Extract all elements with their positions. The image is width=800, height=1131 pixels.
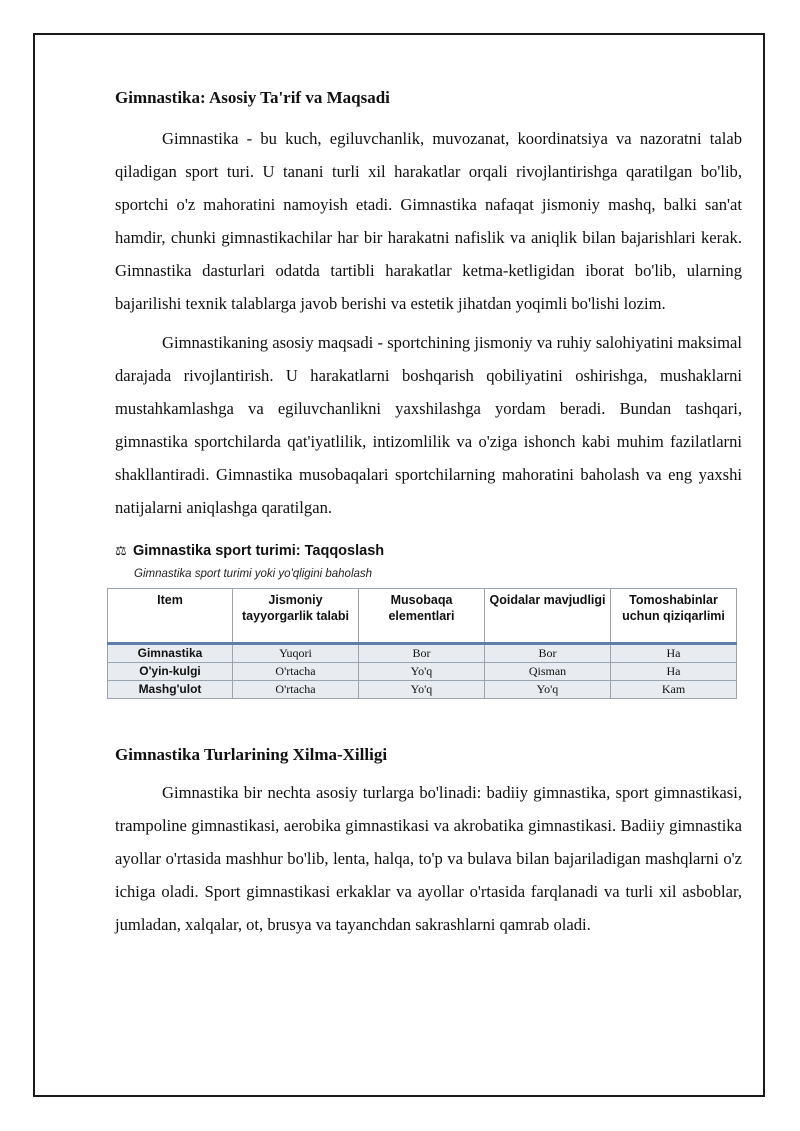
- column-header: Item: [108, 589, 233, 644]
- table-cell: Yuqori: [233, 644, 359, 663]
- table-cell: Qisman: [485, 663, 611, 681]
- table-caption: Gimnastika sport turimi yoki yo'qligini baholash: [134, 568, 373, 580]
- section-title-types: Gimnastika Turlarining Xilma-Xilligi: [115, 745, 388, 764]
- section-title-definition: Gimnastika: Asosiy Ta'rif va Maqsadi: [115, 88, 390, 107]
- row-label: O'yin-kulgi: [108, 663, 233, 681]
- table-cell: Ha: [611, 644, 737, 663]
- table-heading-text: Gimnastika sport turimi: Taqqoslash: [133, 543, 385, 559]
- column-header: Musobaqa elementlari: [359, 589, 485, 644]
- table-row: [108, 681, 737, 699]
- table-cell: Yo'q: [359, 681, 485, 699]
- table-cell: O'rtacha: [233, 681, 359, 699]
- table-header-row: [108, 589, 737, 644]
- paragraph-types: Gimnastika bir nechta asosiy turlarga bo'linadi: badiiy gimnastika, sport gimnastikasi, trampoline gimnastikasi, aerobika gimnastikasi va akrobatika gimnastikasi. Badiiy gimnastika ayollar o'rtasida mashhur bo'lib, lenta, halqa, to'p va bulava bilan bajariladigan mashqlarni o'z ichiga oladi. Sport gimnastikasi erkaklar va ayollar o'rtasida farqlanadi va turli xil asboblar, jumladan, xalqalar, ot, brusya va tayanchdan sakrashlarni qamrab oladi.: [115, 783, 742, 934]
- table-cell: Bor: [485, 644, 611, 663]
- table-heading: [115, 540, 742, 562]
- table-cell: Yo'q: [485, 681, 611, 699]
- table-cell: Yo'q: [359, 663, 485, 681]
- table-row: [108, 663, 737, 681]
- paragraph-purpose: Gimnastikaning asosiy maqsadi - sportchining jismoniy va ruhiy salohiyatini maksimal darajada rivojlantirish. U harakatlarni boshqarish qobiliyatini oshirishga, mushaklarni mustahkamlashga va egiluvchanlikni yaxshilashga yordam beradi. Bundan tashqari, gimnastika sportchilarda qat'iyatlilik, intizomlilik va o'ziga ishonch kabi muhim fazilatlarni shakllantiradi. Gimnastika musobaqalari sportchilarning mahoratini baholash va eng yaxshi natijalarni aniqlashga qaratilgan.: [115, 333, 742, 517]
- column-header: Qoidalar mavjudligi: [485, 589, 611, 644]
- table-cell: Kam: [611, 681, 737, 699]
- row-label: Mashg'ulot: [108, 681, 233, 699]
- table-cell: O'rtacha: [233, 663, 359, 681]
- column-header: Jismoniy tayyorgarlik talabi: [233, 589, 359, 644]
- table-row: [108, 644, 737, 663]
- comparison-table-block: [115, 540, 742, 699]
- document-content: [115, 86, 742, 941]
- scale-balance-icon: ⚖: [115, 543, 127, 558]
- paragraph-definition: Gimnastika - bu kuch, egiluvchanlik, muvozanat, koordinatsiya va nazoratni talab qiladigan sport turi. U tanani turli xil harakatlar orqali rivojlantirishga qaratilgan bo'lib, sportchi o'z mahoratini namoyish etadi. Gimnastika nafaqat jismoniy mashq, balki san'at hamdir, chunki gimnastikachilar har bir harakatni nafislik va aniqlik bilan bajarishlari kerak. Gimnastika dasturlari odatda tartibli harakatlar ketma-ketligidan iborat bo'lib, ularning bajarilishi texnik talablarga javob berishi va estetik jihatdan yoqimli bo'lishi lozim.: [115, 129, 742, 313]
- table-cell: Bor: [359, 644, 485, 663]
- row-label: Gimnastika: [108, 644, 233, 663]
- table-cell: Ha: [611, 663, 737, 681]
- comparison-table: [107, 588, 737, 699]
- column-header: Tomoshabinlar uchun qiziqarlimi: [611, 589, 737, 644]
